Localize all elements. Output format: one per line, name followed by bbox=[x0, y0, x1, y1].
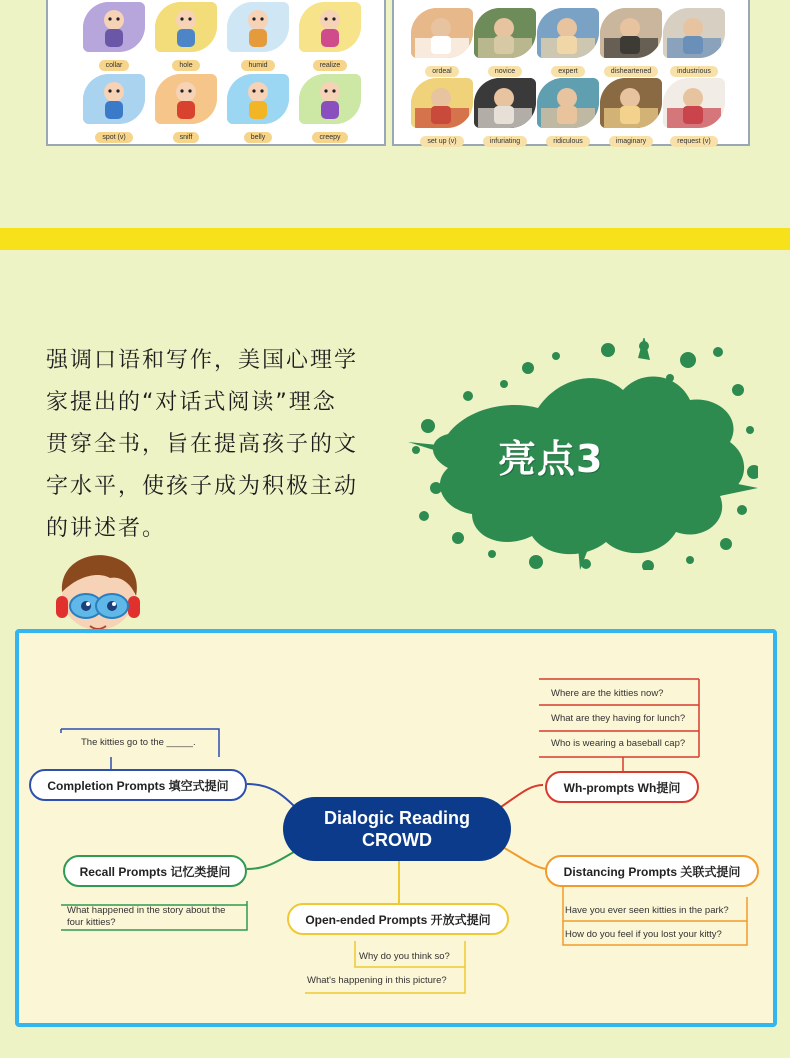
vocab-word-card bbox=[226, 2, 290, 71]
intro-line: 字水平，使孩子成为积极主动 bbox=[46, 474, 359, 499]
vocab-photo-icon bbox=[537, 78, 599, 128]
recall-example-line: four kitties? bbox=[67, 917, 116, 928]
vocab-word-label: hole bbox=[172, 60, 199, 71]
vocab-word-label: spot (v) bbox=[95, 132, 132, 143]
vocab-word-card bbox=[82, 2, 146, 71]
highlight-badge-title: 亮点3 bbox=[498, 437, 604, 481]
vocab-photo-icon bbox=[474, 8, 536, 58]
dialogic-reading-mindmap bbox=[15, 629, 777, 1027]
vocab-word-card bbox=[410, 8, 474, 77]
vocab-word-label: expert bbox=[551, 66, 584, 77]
vocab-word-label: disheartened bbox=[604, 66, 658, 77]
vocab-illustration-icon bbox=[155, 2, 217, 52]
wh-example: Where are the kitties now? bbox=[551, 688, 664, 699]
vocab-word-card bbox=[599, 78, 663, 147]
vocab-illustration-icon bbox=[83, 74, 145, 124]
wh-prompts-node: Wh-prompts Wh提问 bbox=[545, 771, 699, 803]
intro-text bbox=[46, 340, 396, 550]
vocab-illustration-icon bbox=[299, 74, 361, 124]
vocab-word-card bbox=[599, 8, 663, 77]
completion-prompts-node: Completion Prompts 填空式提问 bbox=[29, 769, 247, 801]
divider-band bbox=[0, 228, 790, 250]
mindmap-center-node bbox=[283, 797, 511, 861]
vocab-word-card bbox=[473, 8, 537, 77]
wh-example: What are they having for lunch? bbox=[551, 713, 686, 724]
intro-line: 家提出的“对话式阅读”理念 bbox=[46, 390, 337, 415]
vocab-word-card bbox=[536, 78, 600, 147]
intro-line: 强调口语和写作，美国心理学 bbox=[46, 348, 359, 373]
vocab-word-label: imaginary bbox=[609, 136, 653, 147]
vocab-illustration-icon bbox=[155, 74, 217, 124]
distancing-prompts-node: Distancing Prompts 关联式提问 bbox=[545, 855, 759, 887]
vocab-word-label: ordeal bbox=[425, 66, 458, 77]
vocab-word-label: request (v) bbox=[670, 136, 717, 147]
vocab-word-label: belly bbox=[244, 132, 272, 143]
vocab-card-level-a bbox=[46, 0, 386, 146]
intro-line: 贯穿全书，旨在提高孩子的文 bbox=[46, 432, 359, 457]
vocab-word-label: set up (v) bbox=[420, 136, 463, 147]
vocab-word-card bbox=[226, 74, 290, 143]
vocab-photo-icon bbox=[663, 78, 725, 128]
vocab-word-card bbox=[298, 74, 362, 143]
open-ended-example: What's happening in this picture? bbox=[307, 975, 447, 986]
open-ended-example: Why do you think so? bbox=[359, 951, 450, 962]
center-subtitle: CROWD bbox=[362, 830, 432, 850]
wh-example: Who is wearing a baseball cap? bbox=[551, 738, 686, 749]
vocab-photo-icon bbox=[600, 8, 662, 58]
vocab-word-label: infuriating bbox=[483, 136, 527, 147]
vocab-photo-icon bbox=[411, 8, 473, 58]
completion-example: The kitties go to the _____. bbox=[81, 737, 196, 748]
vocab-word-card bbox=[662, 8, 726, 77]
center-title: Dialogic Reading bbox=[323, 808, 471, 828]
vocab-word-label: collar bbox=[99, 60, 130, 71]
vocab-word-card bbox=[154, 2, 218, 71]
vocab-illustration-icon bbox=[83, 2, 145, 52]
vocab-photo-icon bbox=[474, 78, 536, 128]
vocab-word-label: industrious bbox=[670, 66, 718, 77]
vocab-photo-icon bbox=[600, 78, 662, 128]
distancing-example: Have you ever seen kitties in the park? bbox=[565, 905, 729, 916]
vocab-word-card bbox=[410, 78, 474, 147]
vocab-photo-icon bbox=[537, 8, 599, 58]
vocab-card-level-b bbox=[392, 0, 750, 146]
vocab-word-label: creepy bbox=[312, 132, 347, 143]
vocab-word-card bbox=[154, 74, 218, 143]
recall-example-line: What happened in the story about the bbox=[67, 905, 226, 916]
vocab-word-label: ridiculous bbox=[546, 136, 590, 147]
vocab-illustration-icon bbox=[227, 74, 289, 124]
intro-line: 的讲述者。 bbox=[46, 516, 167, 541]
vocab-word-card bbox=[473, 78, 537, 147]
vocab-word-card bbox=[298, 2, 362, 71]
vocab-word-label: realize bbox=[313, 60, 348, 71]
distancing-example: How do you feel if you lost your kitty? bbox=[565, 929, 722, 940]
recall-prompts-node: Recall Prompts 记忆类提问 bbox=[63, 855, 247, 887]
vocab-word-label: humid bbox=[241, 60, 274, 71]
vocab-word-card bbox=[536, 8, 600, 77]
vocab-illustration-icon bbox=[299, 2, 361, 52]
open-ended-prompts-node: Open-ended Prompts 开放式提问 bbox=[287, 903, 509, 935]
vocab-photo-icon bbox=[663, 8, 725, 58]
vocab-word-card bbox=[662, 78, 726, 147]
vocab-word-label: novice bbox=[488, 66, 522, 77]
vocab-illustration-icon bbox=[227, 2, 289, 52]
vocab-word-label: sniff bbox=[173, 132, 200, 143]
vocab-photo-icon bbox=[411, 78, 473, 128]
vocab-word-card bbox=[82, 74, 146, 143]
